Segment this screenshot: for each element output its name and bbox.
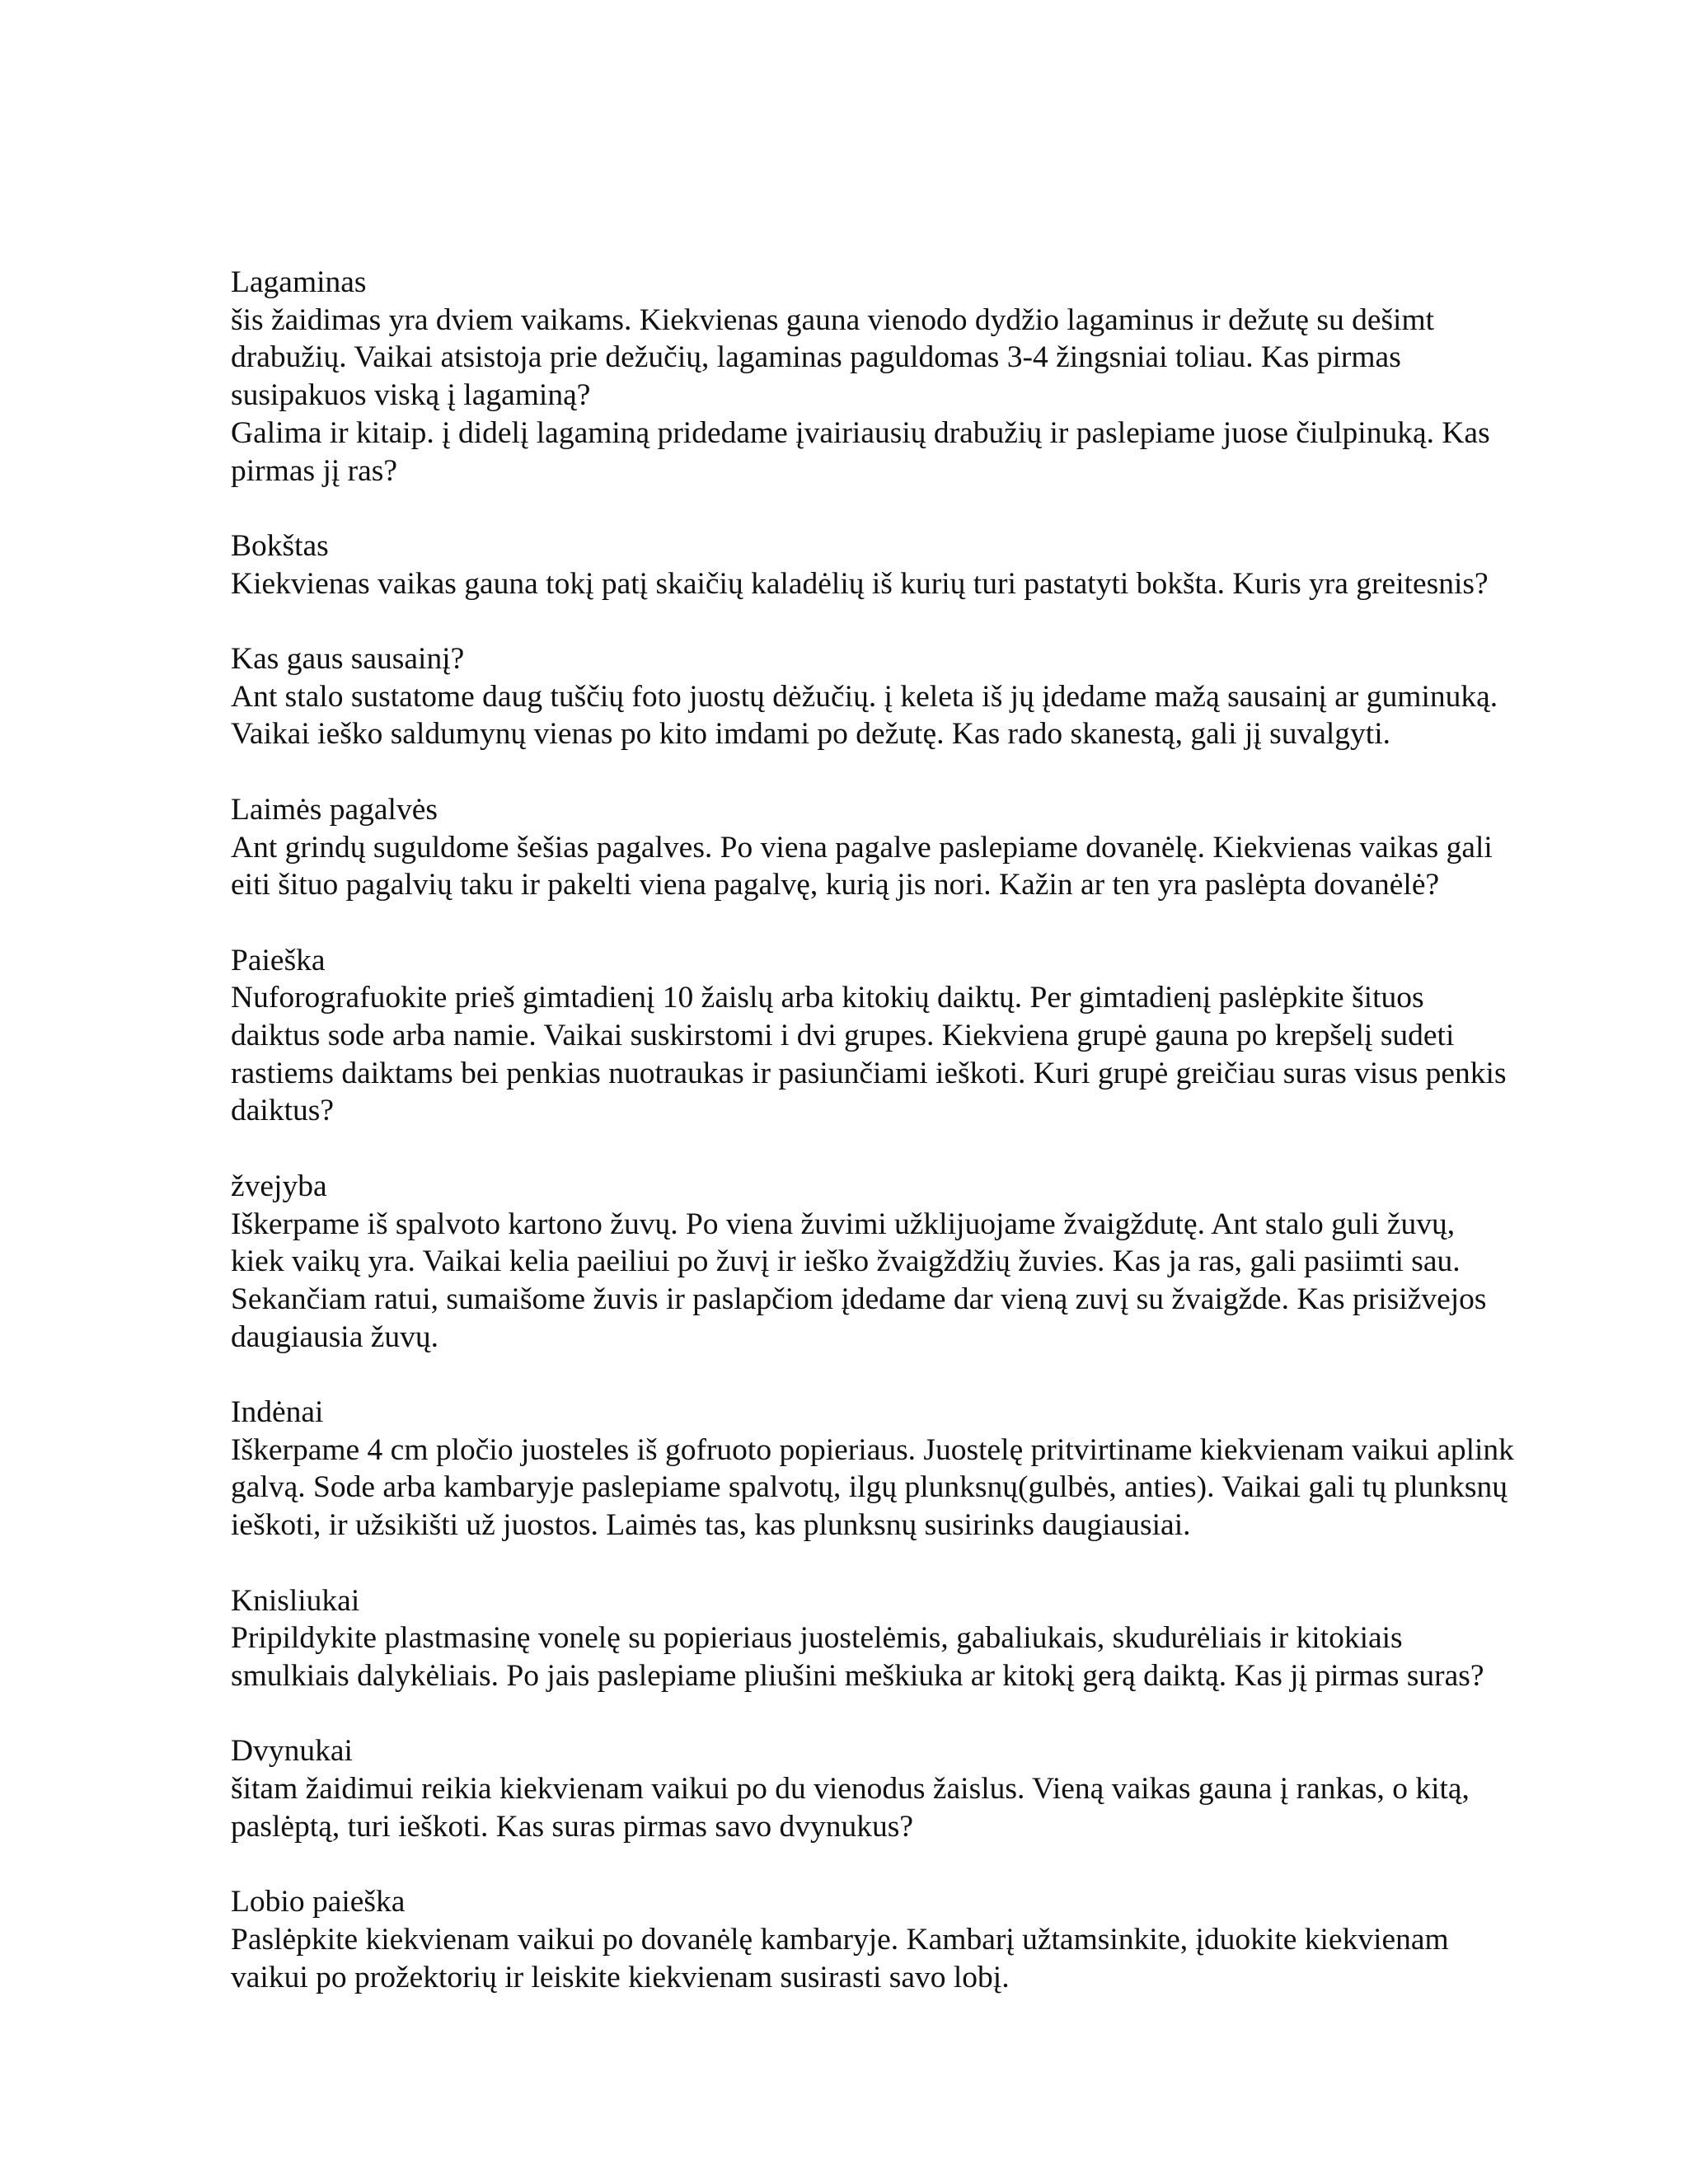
section-paieska <box>231 942 1632 1131</box>
section-body: Ant stalo sustatome daug tuščių foto juostų dėžučių. į keleta iš jų įdedame mažą sausainį ar guminuką. Vaikai ieško saldumynų vienas po kito imdami po dežutę. Kas rado skanestą, gali jį suvalgyti. <box>231 679 1498 752</box>
section-laimes-pagalves <box>231 791 1632 904</box>
section-body: Pripildykite plastmasinę vonelę su popieriaus juostelėmis, gabaliukais, skudurėliais ir kitokiais smulkiais dalykėliais. Po jais paslepiame pliušini meškiuka ar kitokį gerą daiktą. Kas jį pirmas suras? <box>231 1621 1484 1693</box>
section-body: Ant grindų suguldome šešias pagalves. Po viena pagalve paslepiame dovanėlę. Kiekvienas vaikas gali eiti šituo pagalvių taku ir pakelti viena pagalvę, kurią jis nori. Kažin ar ten yra paslėpta dovanėlė? <box>231 830 1493 902</box>
section-zvejyba <box>231 1168 1632 1357</box>
section-title: žvejyba <box>231 1169 327 1203</box>
section-title: Indėnai <box>231 1395 324 1429</box>
section-body: šis žaidimas yra dviem vaikams. Kiekvienas gauna vienodo dydžio lagaminus ir dežutę su dešimt drabužių. Vaikai atsistoja prie dežučių, lagaminas paguldomas 3-4 žingsniai toliau. Kas pirmas susipakuos viską į lagaminą? Galima ir kitaip. į didelį lagaminą pridedame įvairiausių drabužių ir paslepiame juose čiulpinuką. Kas pirmas jį ras? <box>231 302 1490 488</box>
section-title: Kas gaus sausainį? <box>231 642 465 676</box>
section-indenai <box>231 1394 1632 1544</box>
section-body: Iškerpame 4 cm pločio juosteles iš gofruoto popieriaus. Juostelę pritvirtiname kiekvienam vaikui aplink galvą. Sode arba kambaryje paslepiame spalvotų, ilgų plunksnų(gulbės, anties). Vaikai gali tų plunksnų ieškoti, ir užsikišti už juostos. Laimės tas, kas plunksnų susirinks daugiausiai. <box>231 1432 1514 1543</box>
document-page <box>231 264 1632 2034</box>
section-title: Laimės pagalvės <box>231 792 438 827</box>
section-bokstas <box>231 527 1632 602</box>
section-dvynukai <box>231 1732 1632 1845</box>
section-body: Paslėpkite kiekvienam vaikui po dovanėlę kambaryje. Kambarį užtamsinkite, įduokite kiekvienam vaikui po prožektorių ir leiskite kiekvienam susirasti savo lobį. <box>231 1922 1449 1994</box>
section-kas-gaus-sausaini <box>231 640 1632 753</box>
section-body: Nuforografuokite prieš gimtadienį 10 žaislų arba kitokių daiktų. Per gimtadienį paslėpkite šituos daiktus sode arba namie. Vaikai suskirstomi i dvi grupes. Kiekviena grupė gauna po krepšelį sudeti rastiems daiktams bei penkias nuotraukas ir pasiunčiami ieškoti. Kuri grupė greičiau suras visus penkis daiktus? <box>231 981 1507 1128</box>
section-body: Kiekvienas vaikas gauna tokį patį skaičių kaladėlių iš kurių turi pastatyti bokšta. Kuris yra greitesnis? <box>231 566 1489 601</box>
section-title: Dvynukai <box>231 1734 353 1769</box>
section-title: Lagaminas <box>231 265 367 299</box>
section-body: Iškerpame iš spalvoto kartono žuvų. Po viena žuvimi užklijuojame žvaigždutę. Ant stalo guli žuvų, kiek vaikų yra. Vaikai kelia paeiliui po žuvį ir ieško žvaigždžių žuvies. Kas ja ras, gali pasiimti sau. Sekančiam ratui, sumaišome žuvis ir paslapčiom įdedame dar vieną zuvį su žvaigžde. Kas prisižvejos daugiausia žuvų. <box>231 1207 1487 1354</box>
section-knisliukai <box>231 1582 1632 1695</box>
section-body: šitam žaidimui reikia kiekvienam vaikui po du vienodus žaislus. Vieną vaikas gauna į rankas, o kitą, paslėptą, turi ieškoti. Kas suras pirmas savo dvynukus? <box>231 1772 1470 1844</box>
section-title: Bokštas <box>231 528 329 563</box>
section-title: Knisliukai <box>231 1583 360 1618</box>
section-title: Paieška <box>231 943 326 977</box>
section-title: Lobio paieška <box>231 1885 406 1919</box>
section-lobio-paieska <box>231 1883 1632 1996</box>
section-lagaminas <box>231 264 1632 490</box>
